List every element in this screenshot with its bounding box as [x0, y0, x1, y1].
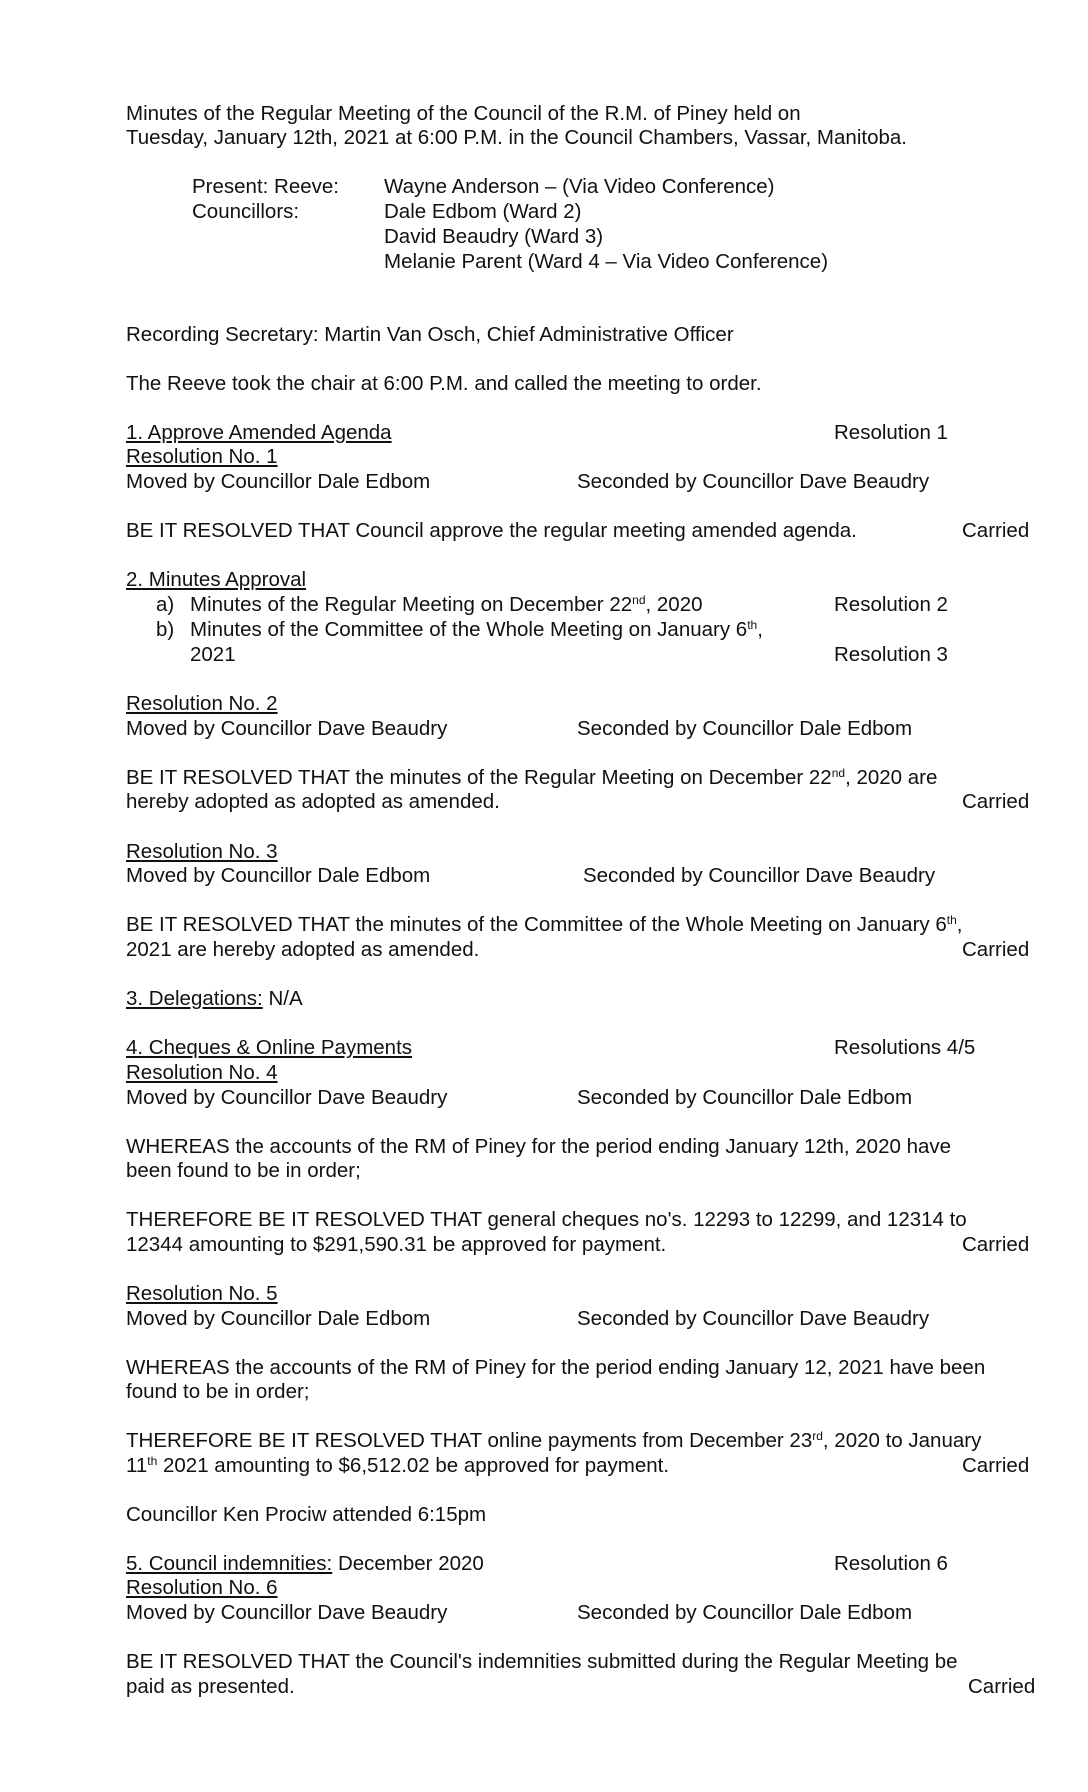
- section-1-heading: 1. Approve Amended Agenda: [126, 421, 392, 444]
- section-5-value: December 2020: [332, 1552, 484, 1575]
- item-a-label: a): [156, 593, 175, 616]
- item-a-text: Minutes of the Regular Meeting on December 22nd, 2020: [190, 593, 703, 616]
- resolution-5-therefore-line-1: THEREFORE BE IT RESOLVED THAT online payments from December 23rd, 2020 to January: [126, 1429, 982, 1452]
- header-line-2: Tuesday, January 12th, 2021 at 6:00 P.M. in the Council Chambers, Vassar, Manitoba.: [126, 126, 907, 149]
- resolution-5-therefore-line-2: 11th 2021 amounting to $6,512.02 be approved for payment.: [126, 1454, 670, 1477]
- resolution-2-status: Carried: [962, 790, 1030, 813]
- resolution-3-status: Carried: [962, 938, 1030, 961]
- item-b-resolution-ref: Resolution 3: [834, 643, 948, 666]
- item-a-resolution-ref: Resolution 2: [834, 593, 948, 616]
- item-b-label: b): [156, 618, 175, 641]
- resolution-1-text: BE IT RESOLVED THAT Council approve the regular meeting amended agenda.: [126, 519, 857, 542]
- header-line-1: Minutes of the Regular Meeting of the Council of the R.M. of Piney held on: [126, 102, 801, 125]
- section-3-line: [126, 987, 303, 1011]
- reeve-name: Wayne Anderson – (Via Video Conference): [384, 175, 775, 198]
- resolution-4-whereas-line-1: WHEREAS the accounts of the RM of Piney for the period ending January 12th, 2020 have: [126, 1135, 952, 1158]
- section-2-heading: 2. Minutes Approval: [126, 568, 307, 591]
- section-4-resolution-ref: Resolutions 4/5: [834, 1036, 976, 1059]
- resolution-3-moved: Moved by Councillor Dale Edbom: [126, 864, 431, 887]
- resolution-5-whereas-line-2: found to be in order;: [126, 1380, 310, 1403]
- resolution-6-text-line-1: BE IT RESOLVED THAT the Council's indemnities submitted during the Regular Meeting be: [126, 1650, 958, 1673]
- resolution-2-number: Resolution No. 2: [126, 692, 278, 715]
- councillors-label: Councillors:: [192, 200, 300, 223]
- resolution-3-number: Resolution No. 3: [126, 840, 278, 863]
- resolution-5-number: Resolution No. 5: [126, 1282, 278, 1305]
- resolution-6-text-line-2: paid as presented.: [126, 1675, 295, 1698]
- resolution-5-whereas-line-1: WHEREAS the accounts of the RM of Piney for the period ending January 12, 2021 have been: [126, 1356, 986, 1379]
- resolution-1-number: Resolution No. 1: [126, 445, 278, 468]
- councillor-2: David Beaudry (Ward 3): [384, 225, 604, 248]
- section-5-line: [126, 1552, 484, 1576]
- resolution-3-seconded: Seconded by Councillor Dave Beaudry: [583, 864, 936, 887]
- councillor-attended-note: Councillor Ken Prociw attended 6:15pm: [126, 1503, 487, 1526]
- section-3-value: N/A: [262, 987, 303, 1010]
- resolution-2-text-line-1: BE IT RESOLVED THAT the minutes of the Regular Meeting on December 22nd, 2020 are: [126, 766, 938, 789]
- resolution-1-moved: Moved by Councillor Dale Edbom: [126, 470, 431, 493]
- councillor-1: Dale Edbom (Ward 2): [384, 200, 582, 223]
- resolution-4-number: Resolution No. 4: [126, 1061, 278, 1084]
- resolution-4-status: Carried: [962, 1233, 1030, 1256]
- resolution-6-status: Carried: [968, 1675, 1036, 1698]
- councillor-3: Melanie Parent (Ward 4 – Via Video Conference): [384, 250, 829, 273]
- resolution-6-seconded: Seconded by Councillor Dale Edbom: [577, 1601, 913, 1624]
- recording-secretary: Recording Secretary: Martin Van Osch, Chief Administrative Officer: [126, 323, 734, 346]
- resolution-1-seconded: Seconded by Councillor Dave Beaudry: [577, 470, 930, 493]
- resolution-6-number: Resolution No. 6: [126, 1576, 278, 1599]
- section-4-heading: 4. Cheques & Online Payments: [126, 1036, 413, 1059]
- resolution-4-moved: Moved by Councillor Dave Beaudry: [126, 1086, 448, 1109]
- item-b-text: Minutes of the Committee of the Whole Meeting on January 6th,: [190, 618, 763, 641]
- resolution-2-text-line-2: hereby adopted as adopted as amended.: [126, 790, 500, 813]
- resolution-3-text-line-1: BE IT RESOLVED THAT the minutes of the Committee of the Whole Meeting on January 6th,: [126, 913, 963, 936]
- section-5-heading: 5. Council indemnities:: [126, 1552, 333, 1575]
- resolution-6-moved: Moved by Councillor Dave Beaudry: [126, 1601, 448, 1624]
- resolution-4-therefore-line-2: 12344 amounting to $291,590.31 be approved for payment.: [126, 1233, 667, 1256]
- resolution-3-text-line-2: 2021 are hereby adopted as amended.: [126, 938, 480, 961]
- section-5-resolution-ref: Resolution 6: [834, 1552, 948, 1575]
- resolution-2-moved: Moved by Councillor Dave Beaudry: [126, 717, 448, 740]
- section-3-heading: 3. Delegations:: [126, 987, 263, 1010]
- resolution-5-seconded: Seconded by Councillor Dave Beaudry: [577, 1307, 930, 1330]
- section-1-resolution-ref: Resolution 1: [834, 421, 948, 444]
- resolution-5-status: Carried: [962, 1454, 1030, 1477]
- resolution-2-seconded: Seconded by Councillor Dale Edbom: [577, 717, 913, 740]
- resolution-4-whereas-line-2: been found to be in order;: [126, 1159, 361, 1182]
- resolution-4-seconded: Seconded by Councillor Dale Edbom: [577, 1086, 913, 1109]
- item-b-text-line-2: 2021: [190, 643, 236, 666]
- resolution-5-moved: Moved by Councillor Dale Edbom: [126, 1307, 431, 1330]
- reeve-label: Present: Reeve:: [192, 175, 339, 198]
- resolution-4-therefore-line-1: THEREFORE BE IT RESOLVED THAT general cheques no's. 12293 to 12299, and 12314 to: [126, 1208, 967, 1231]
- call-to-order: The Reeve took the chair at 6:00 P.M. and called the meeting to order.: [126, 372, 762, 395]
- resolution-1-status: Carried: [962, 519, 1030, 542]
